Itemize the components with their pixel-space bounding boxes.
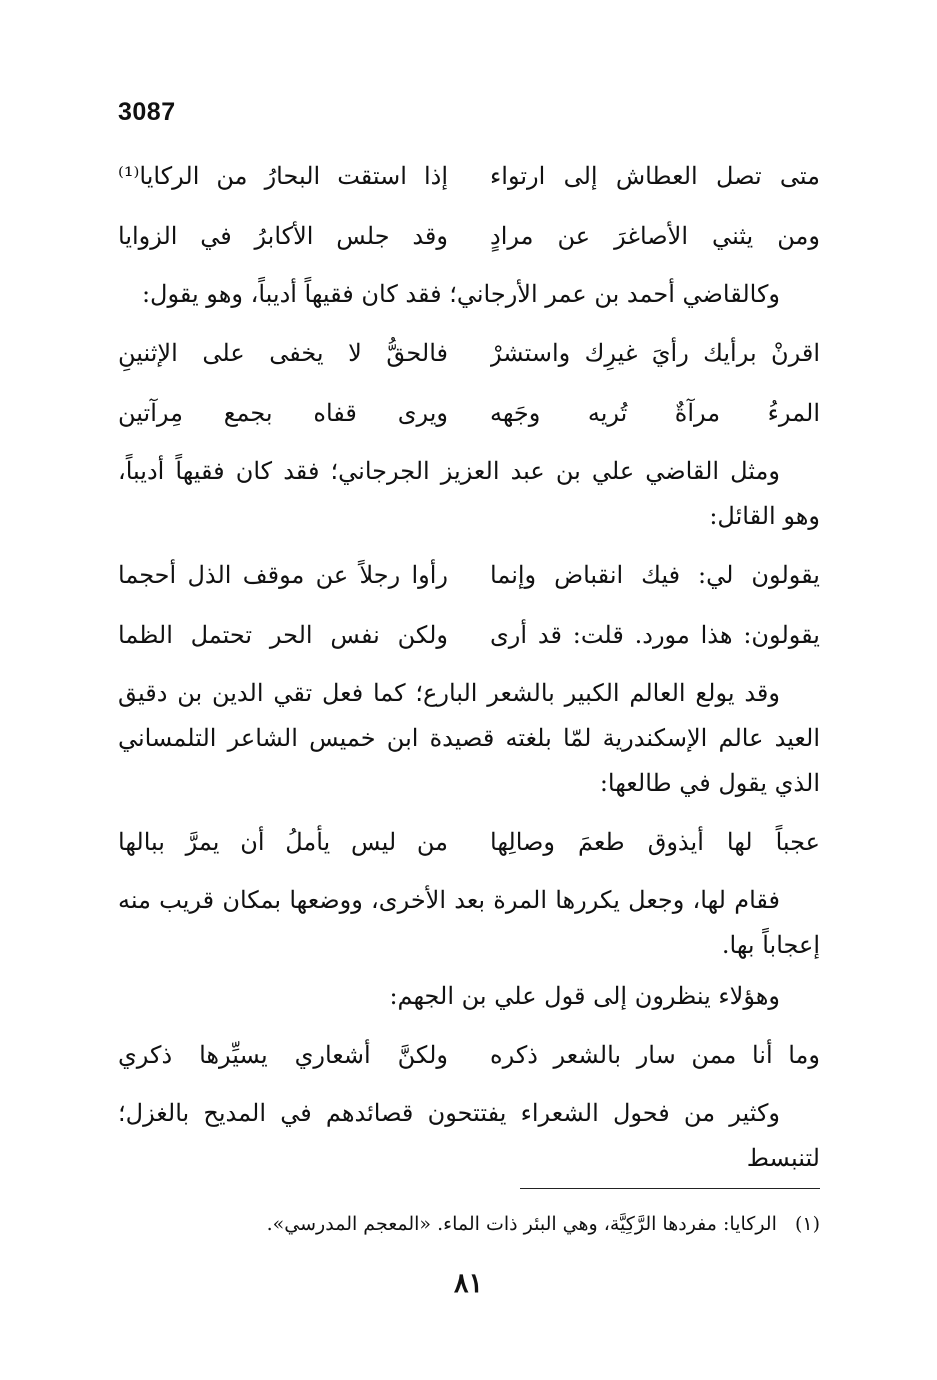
verse-line [118, 605, 820, 665]
paragraph: فقام لها، وجعل يكررها المرة بعد الأخرى، ووضعها بمكان قريب منه إعجاباً بها. [118, 886, 820, 959]
paragraph: وهؤلاء ينظرون إلى قول علي بن الجهم: [389, 982, 780, 1010]
verse-line [118, 1025, 820, 1085]
verse-first-hemistich: اقرنْ برأيك رأيَ غيرِك واستشرْ [490, 339, 820, 367]
verse-first-hemistich: المرءُ مرآةٌ تُريه وجَهه [490, 399, 820, 427]
verse-first-hemistich: متى تصل العطاش إلى ارتواء [490, 162, 820, 190]
paragraph: ومثل القاضي علي بن عبد العزيز الجرجاني؛ فقد كان فقيهاً أديباً، وهو القائل: [118, 457, 820, 530]
verse-line [118, 545, 820, 605]
verse-first-hemistich: يقولون: هذا مورد. قلت: قد أرى [490, 621, 820, 649]
footnote-divider [520, 1188, 820, 1189]
verse-line [118, 812, 820, 872]
main-text [118, 146, 820, 1187]
verse-line [118, 323, 820, 383]
verse-line [118, 146, 820, 206]
header-number: 3087 [118, 98, 176, 126]
footnote-text: الركايا: مفردها الرَّكِيَّة، وهي البئر ذات الماء. «المعجم المدرسي». [266, 1213, 777, 1235]
paragraph: وقد يولع العالم الكبير بالشعر البارع؛ كما فعل تقي الدين بن دقيق العيد عالم الإسكندرية لمّا بلغته قصيدة ابن خميس الشاعر التلمساني الذي يقول في طالعها: [118, 679, 820, 797]
verse-line [118, 383, 820, 443]
verse-second-hemistich: إذا استقت البحارُ من الركايا⁽¹⁾ [118, 162, 448, 190]
verse-first-hemistich: يقولون لي: فيك انقباض وإنما [490, 561, 820, 589]
verse-second-hemistich: وقد جلس الأكابرُ في الزوايا [118, 222, 448, 250]
paragraph: وكثير من فحول الشعراء يفتتحون قصائدهم في المديح بالغزل؛ لتنبسط [118, 1099, 820, 1172]
verse-second-hemistich: فالحقُّ لا يخفى على الإثنينِ [118, 339, 448, 367]
verse-second-hemistich: رأوا رجلاً عن موقف الذل أحجما [118, 561, 448, 589]
verse-first-hemistich: عجباً لها أيذوق طعمَ وصالِها [490, 828, 820, 856]
verse-second-hemistich: من ليس يأملُ أن يمرَّ ببالها [118, 828, 448, 856]
verse-second-hemistich: ويرى قفاه بجمع مِرآتين [118, 399, 448, 427]
footnote [118, 1206, 820, 1242]
paragraph: وكالقاضي أحمد بن عمر الأرجاني؛ فقد كان فقيهاً أديباً، وهو يقول: [141, 280, 780, 308]
page-number: ٨١ [453, 1268, 483, 1299]
verse-second-hemistich: ولكنَّ أشعاري يسيِّرها ذكري [118, 1041, 448, 1069]
verse-first-hemistich: وما أنا ممن سار بالشعر ذكره [490, 1041, 820, 1069]
verse-line [118, 206, 820, 266]
footnote-number: (١) [794, 1213, 820, 1235]
verse-first-hemistich: ومن يثني الأصاغرَ عن مرادٍ [490, 222, 820, 250]
verse-second-hemistich: ولكن نفس الحر تحتمل الظما [118, 621, 448, 649]
